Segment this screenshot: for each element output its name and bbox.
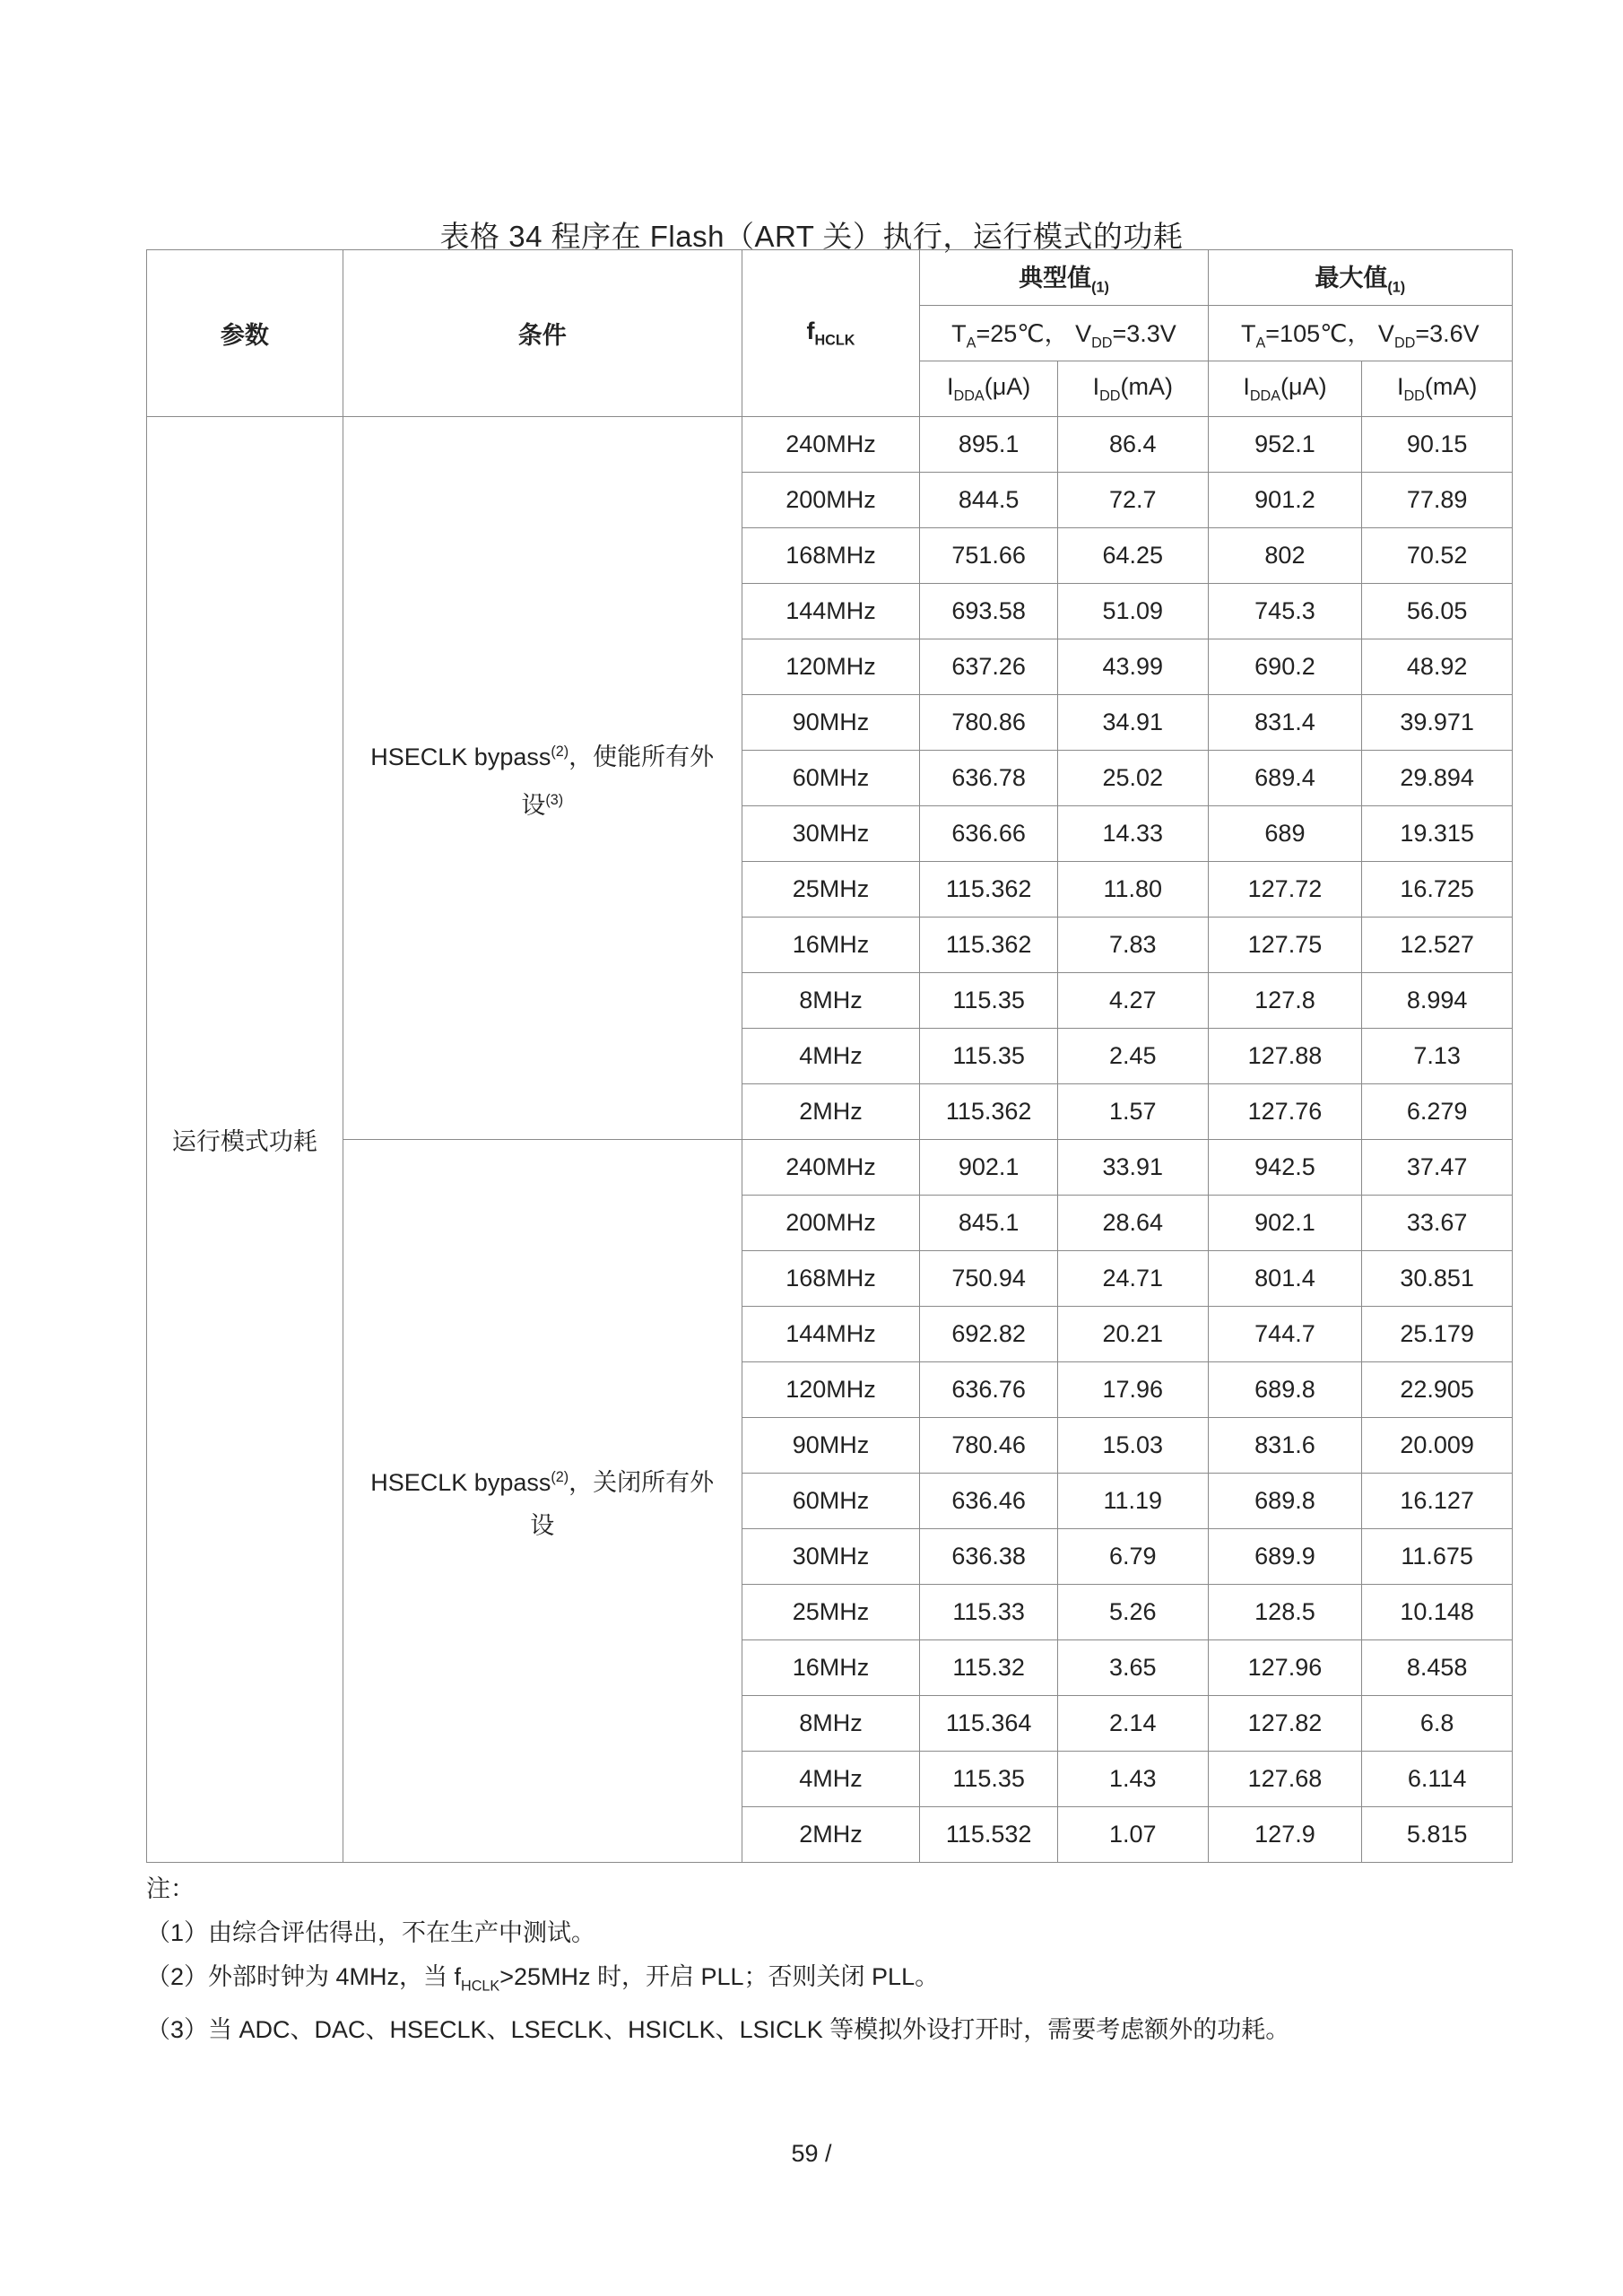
max-idd-cell: 19.315 [1362, 806, 1513, 862]
max-idda-cell: 127.82 [1208, 1696, 1362, 1752]
freq-cell: 90MHz [742, 695, 920, 751]
freq-cell: 30MHz [742, 806, 920, 862]
header-typ-idda: $I_{DDA}(\mu A)$ [920, 361, 1058, 417]
typ-idd-cell: 34.91 [1057, 695, 1208, 751]
max-idda-cell: 127.76 [1208, 1084, 1362, 1140]
typ-idda-cell: 636.76 [920, 1362, 1058, 1418]
max-idd-cell: 8.458 [1362, 1640, 1513, 1696]
freq-cell: 144MHz [742, 584, 920, 639]
freq-cell: 240MHz [742, 1140, 920, 1196]
freq-cell: 120MHz [742, 1362, 920, 1418]
max-idd-cell: 22.905 [1362, 1362, 1513, 1418]
freq-cell: 60MHz [742, 751, 920, 806]
typ-idda-cell: 844.5 [920, 473, 1058, 528]
max-idd-cell: 16.127 [1362, 1474, 1513, 1529]
freq-cell: 25MHz [742, 862, 920, 918]
freq-cell: 60MHz [742, 1474, 920, 1529]
typ-idda-cell: 845.1 [920, 1196, 1058, 1251]
max-idd-cell: 5.815 [1362, 1807, 1513, 1863]
notes [146, 1867, 1289, 2052]
max-idda-cell: 802 [1208, 528, 1362, 584]
page-number: 59 / [791, 2140, 832, 2167]
max-idda-cell: 689.4 [1208, 751, 1362, 806]
max-idda-cell: 689.8 [1208, 1474, 1362, 1529]
max-idd-cell: 37.47 [1362, 1140, 1513, 1196]
max-idd-cell: 70.52 [1362, 528, 1513, 584]
max-idda-cell: 127.68 [1208, 1752, 1362, 1807]
max-idda-cell: 127.96 [1208, 1640, 1362, 1696]
freq-cell: 2MHz [742, 1084, 920, 1140]
header-param: 参数 [147, 250, 343, 417]
max-idda-cell: 689.9 [1208, 1529, 1362, 1585]
notes-title: 注： [146, 1875, 195, 1902]
typ-idd-cell: 2.45 [1057, 1029, 1208, 1084]
max-idd-cell: 6.114 [1362, 1752, 1513, 1807]
typ-idd-cell: 3.65 [1057, 1640, 1208, 1696]
typ-idda-cell: 115.33 [920, 1585, 1058, 1640]
header-fhclk: $f_{HCLK}$ [742, 250, 920, 417]
typ-idda-cell: 636.78 [920, 751, 1058, 806]
table-row [147, 1140, 1513, 1196]
typ-idd-cell: 11.80 [1057, 862, 1208, 918]
max-idda-cell: 831.6 [1208, 1418, 1362, 1474]
max-idda-cell: 952.1 [1208, 417, 1362, 473]
freq-cell: 90MHz [742, 1418, 920, 1474]
typ-idd-cell: 43.99 [1057, 639, 1208, 695]
typ-idd-cell: 64.25 [1057, 528, 1208, 584]
typ-idda-cell: 750.94 [920, 1251, 1058, 1307]
freq-cell: 168MHz [742, 528, 920, 584]
typ-idda-cell: 751.66 [920, 528, 1058, 584]
header-max-idda: $I_{DDA}(\mu A)$ [1208, 361, 1362, 417]
typ-idda-cell: 115.362 [920, 918, 1058, 973]
condition-cell-2: HSECLK bypass$^{(2)}$，关闭所有外设 [343, 1140, 742, 1863]
typ-idd-cell: 72.7 [1057, 473, 1208, 528]
max-idd-cell: 33.67 [1362, 1196, 1513, 1251]
typ-idda-cell: 902.1 [920, 1140, 1058, 1196]
typ-idda-cell: 636.66 [920, 806, 1058, 862]
max-idda-cell: 831.4 [1208, 695, 1362, 751]
typ-idd-cell: 7.83 [1057, 918, 1208, 973]
header-typ-idd: $I_{DD}(mA)$ [1057, 361, 1208, 417]
max-idd-cell: 56.05 [1362, 584, 1513, 639]
max-idda-cell: 801.4 [1208, 1251, 1362, 1307]
typ-idd-cell: 5.26 [1057, 1585, 1208, 1640]
max-idda-cell: 128.5 [1208, 1585, 1362, 1640]
typ-idda-cell: 895.1 [920, 417, 1058, 473]
typ-idda-cell: 115.362 [920, 1084, 1058, 1140]
header-max: 最大值$_{(1)}$ [1208, 250, 1512, 306]
max-idd-cell: 10.148 [1362, 1585, 1513, 1640]
max-idda-cell: 902.1 [1208, 1196, 1362, 1251]
typ-idda-cell: 636.46 [920, 1474, 1058, 1529]
max-idd-cell: 20.009 [1362, 1418, 1513, 1474]
header-max-condition: $T_A=105℃$， $V_{DD}=3.6V$ [1208, 306, 1512, 361]
typ-idda-cell: 636.38 [920, 1529, 1058, 1585]
max-idd-cell: 29.894 [1362, 751, 1513, 806]
typ-idd-cell: 14.33 [1057, 806, 1208, 862]
max-idd-cell: 30.851 [1362, 1251, 1513, 1307]
max-idda-cell: 127.9 [1208, 1807, 1362, 1863]
condition-cell-1: HSECLK bypass$^{(2)}$，使能所有外设$^{(3)}$ [343, 417, 742, 1140]
freq-cell: 16MHz [742, 1640, 920, 1696]
freq-cell: 200MHz [742, 1196, 920, 1251]
note-3: （3）当 ADC、DAC、HSECLK、LSECLK、HSICLK、LSICLK 等模拟外设打开时，需要考虑额外的功耗。 [146, 2016, 1290, 2044]
typ-idd-cell: 2.14 [1057, 1696, 1208, 1752]
max-idd-cell: 11.675 [1362, 1529, 1513, 1585]
max-idda-cell: 690.2 [1208, 639, 1362, 695]
max-idda-cell: 745.3 [1208, 584, 1362, 639]
freq-cell: 4MHz [742, 1752, 920, 1807]
max-idd-cell: 39.971 [1362, 695, 1513, 751]
max-idd-cell: 77.89 [1362, 473, 1513, 528]
header-max-idd: $I_{DD}(mA)$ [1362, 361, 1513, 417]
typ-idda-cell: 115.532 [920, 1807, 1058, 1863]
typ-idda-cell: 115.35 [920, 1752, 1058, 1807]
typ-idd-cell: 25.02 [1057, 751, 1208, 806]
typ-idd-cell: 86.4 [1057, 417, 1208, 473]
note-1: （1）由综合评估得出，不在生产中测试。 [146, 1919, 596, 1946]
max-idda-cell: 127.88 [1208, 1029, 1362, 1084]
freq-cell: 200MHz [742, 473, 920, 528]
max-idd-cell: 7.13 [1362, 1029, 1513, 1084]
typ-idd-cell: 17.96 [1057, 1362, 1208, 1418]
typ-idda-cell: 693.58 [920, 584, 1058, 639]
note-2: （2）外部时钟为 4MHz，当 $f_{HCLK}>25MHz$ 时，开启 PLL；否则关闭 PLL。 [146, 1963, 940, 1995]
max-idd-cell: 6.279 [1362, 1084, 1513, 1140]
freq-cell: 25MHz [742, 1585, 920, 1640]
max-idd-cell: 16.725 [1362, 862, 1513, 918]
typ-idd-cell: 20.21 [1057, 1307, 1208, 1362]
max-idd-cell: 8.994 [1362, 973, 1513, 1029]
typ-idda-cell: 637.26 [920, 639, 1058, 695]
max-idda-cell: 942.5 [1208, 1140, 1362, 1196]
table-caption: 表格 34 程序在 Flash（ART 关）执行，运行模式的功耗 [439, 220, 1184, 253]
freq-cell: 4MHz [742, 1029, 920, 1084]
freq-cell: 30MHz [742, 1529, 920, 1585]
max-idda-cell: 689.8 [1208, 1362, 1362, 1418]
typ-idda-cell: 780.46 [920, 1418, 1058, 1474]
freq-cell: 16MHz [742, 918, 920, 973]
max-idda-cell: 689 [1208, 806, 1362, 862]
max-idd-cell: 6.8 [1362, 1696, 1513, 1752]
max-idd-cell: 90.15 [1362, 417, 1513, 473]
header-typical-condition: $T_A=25℃$， $V_{DD}=3.3V$ [920, 306, 1208, 361]
header-typical: 典型值$_{(1)}$ [920, 250, 1208, 306]
table-row [147, 417, 1513, 473]
power-consumption-table [146, 249, 1513, 1863]
freq-cell: 120MHz [742, 639, 920, 695]
freq-cell: 144MHz [742, 1307, 920, 1362]
typ-idd-cell: 24.71 [1057, 1251, 1208, 1307]
freq-cell: 8MHz [742, 973, 920, 1029]
max-idd-cell: 48.92 [1362, 639, 1513, 695]
max-idda-cell: 127.72 [1208, 862, 1362, 918]
freq-cell: 240MHz [742, 417, 920, 473]
max-idda-cell: 127.8 [1208, 973, 1362, 1029]
typ-idda-cell: 692.82 [920, 1307, 1058, 1362]
typ-idda-cell: 115.35 [920, 973, 1058, 1029]
typ-idd-cell: 11.19 [1057, 1474, 1208, 1529]
param-cell: 运行模式功耗 [147, 417, 343, 1863]
typ-idd-cell: 28.64 [1057, 1196, 1208, 1251]
header-condition: 条件 [343, 250, 742, 417]
max-idda-cell: 127.75 [1208, 918, 1362, 973]
max-idd-cell: 25.179 [1362, 1307, 1513, 1362]
typ-idda-cell: 115.362 [920, 862, 1058, 918]
typ-idd-cell: 15.03 [1057, 1418, 1208, 1474]
typ-idda-cell: 115.32 [920, 1640, 1058, 1696]
typ-idd-cell: 1.43 [1057, 1752, 1208, 1807]
max-idda-cell: 901.2 [1208, 473, 1362, 528]
max-idd-cell: 12.527 [1362, 918, 1513, 973]
typ-idd-cell: 6.79 [1057, 1529, 1208, 1585]
freq-cell: 2MHz [742, 1807, 920, 1863]
max-idda-cell: 744.7 [1208, 1307, 1362, 1362]
typ-idda-cell: 115.35 [920, 1029, 1058, 1084]
freq-cell: 8MHz [742, 1696, 920, 1752]
typ-idd-cell: 1.57 [1057, 1084, 1208, 1140]
typ-idd-cell: 33.91 [1057, 1140, 1208, 1196]
typ-idd-cell: 4.27 [1057, 973, 1208, 1029]
typ-idda-cell: 115.364 [920, 1696, 1058, 1752]
typ-idda-cell: 780.86 [920, 695, 1058, 751]
typ-idd-cell: 1.07 [1057, 1807, 1208, 1863]
freq-cell: 168MHz [742, 1251, 920, 1307]
typ-idd-cell: 51.09 [1057, 584, 1208, 639]
